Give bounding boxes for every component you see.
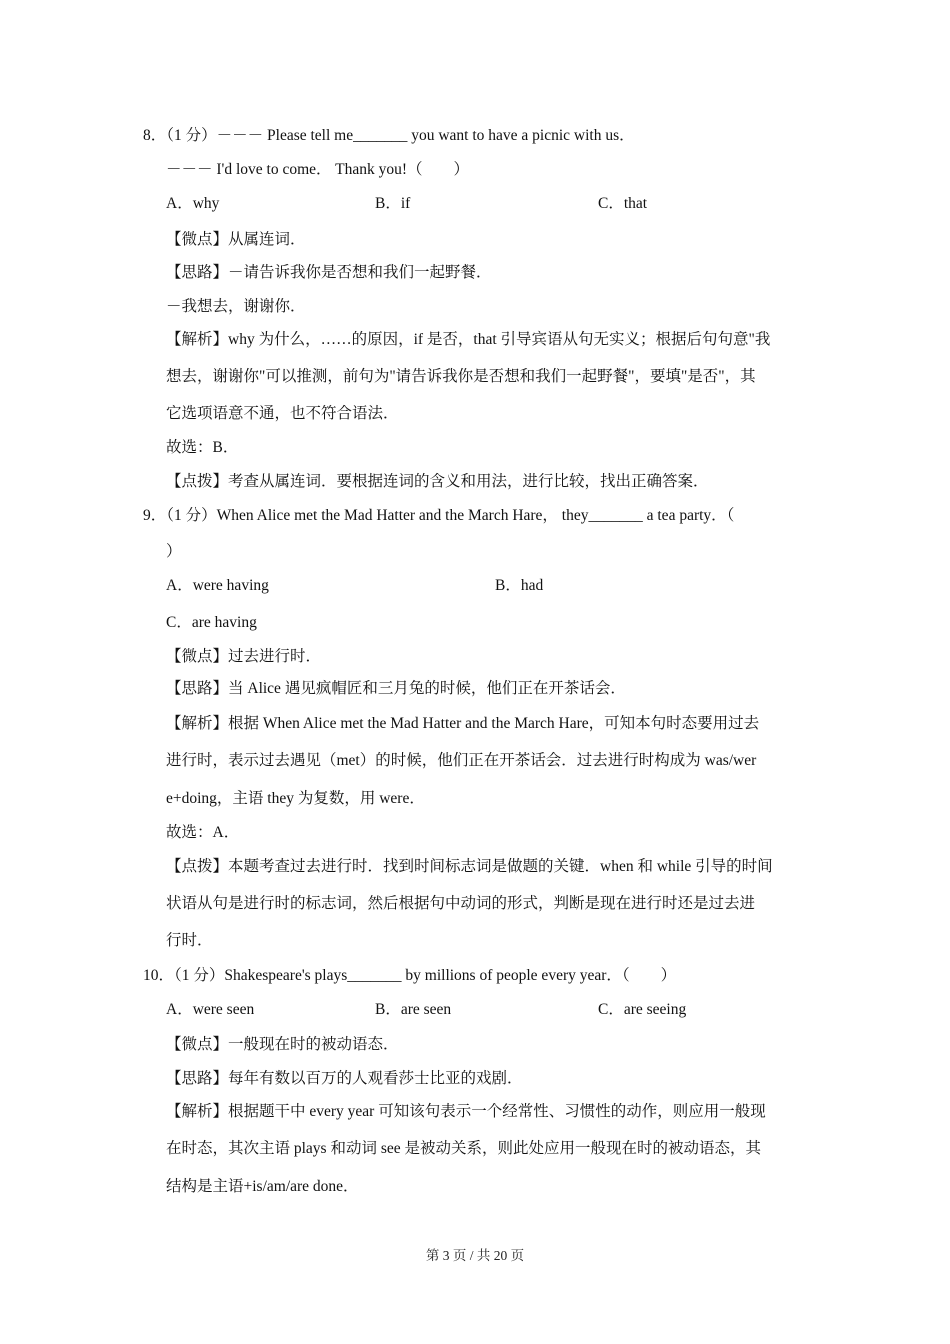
question-8-analysis-line1: 【解析】why 为什么，……的原因，if 是否，that 引导宾语从句无实义；根据后句句意"我 — [166, 331, 771, 348]
question-8-stem — [143, 125, 635, 147]
question-text: （1 分）Shakespeare's plays_______ by millions of people every year．（ ） — [174, 967, 677, 984]
question-8-tip: 【点拨】考查从属连词．要根据连词的含义和用法，进行比较，找出正确答案． — [166, 473, 709, 490]
question-number: 9． — [143, 507, 167, 524]
question-9-analysis-line2: 进行时，表示过去遇见（met）的时候，他们正在开茶话会．过去进行时构成为 was/wer — [166, 752, 757, 769]
question-8-answer: 故选：B． — [166, 439, 239, 456]
question-9-option-c: C．are having — [166, 614, 257, 631]
question-9-option-b: B．had — [495, 577, 544, 594]
question-text: （1 分）－－－ Please tell me_______ you want to have a picnic with us． — [166, 127, 635, 144]
question-9-option-a: A．were having — [166, 577, 269, 594]
question-9-tip-line2: 状语从句是进行时的标志词，然后根据句中动词的形式，判断是现在进行时还是过去进 — [166, 895, 756, 912]
page-number-footer: 第 3 页 / 共 20 页 — [425, 1248, 525, 1263]
question-9-analysis-line1: 【解析】根据 When Alice met the Mad Hatter and the March Hare，可知本句时态要用过去 — [166, 715, 760, 732]
question-number: 10． — [143, 967, 175, 984]
question-10-micro: 【微点】一般现在时的被动语态． — [166, 1036, 399, 1053]
question-8-micro: 【微点】从属连词． — [166, 231, 306, 248]
question-8-idea: 【思路】－请告诉我你是否想和我们一起野餐． — [166, 264, 492, 281]
question-9-stem — [143, 505, 734, 527]
question-8-option-c: C．that — [598, 195, 648, 212]
question-8-stem-line2: －－－ I'd love to come． Thank you!（ ） — [166, 161, 469, 178]
question-10-option-c: C．are seeing — [598, 1001, 687, 1018]
question-8-option-a: A．why — [166, 195, 220, 212]
question-9-stem-line2: ） — [166, 543, 182, 560]
question-9-tip-line3: 行时． — [166, 932, 213, 949]
question-number: 8． — [143, 127, 167, 144]
question-10-analysis-line2: 在时态，其次主语 plays 和动词 see 是被动关系，则此处应用一般现在时的被动语态，其 — [166, 1140, 762, 1157]
question-9-analysis-line3: e+doing，主语 they 为复数，用 were． — [166, 790, 425, 807]
question-8-analysis-line3: 它选项语意不通，也不符合语法． — [166, 405, 399, 422]
question-text: （1 分）When Alice met the Mad Hatter and the March Hare， they_______ a tea party．（ — [166, 507, 735, 524]
question-10-analysis-line1: 【解析】根据题干中 every year 可知该句表示一个经常性、习惯性的动作，则应用一般现 — [166, 1103, 766, 1120]
question-9-answer: 故选：A． — [166, 824, 240, 841]
question-9-micro: 【微点】过去进行时． — [166, 648, 322, 665]
question-10-option-a: A．were seen — [166, 1001, 255, 1018]
question-8-analysis-line2: 想去，谢谢你"可以推测，前句为"请告诉我你是否想和我们一起野餐"，要填"是否"，其 — [166, 368, 756, 385]
question-8-idea-line2: －我想去，谢谢你． — [166, 298, 306, 315]
question-10-analysis-line3: 结构是主语+is/am/are done． — [166, 1178, 359, 1195]
question-8-option-b: B．if — [375, 195, 411, 212]
question-9-tip-line1: 【点拨】本题考查过去进行时．找到时间标志词是做题的关键．when 和 while 引导的时间 — [166, 858, 773, 875]
question-10-idea: 【思路】每年有数以百万的人观看莎士比亚的戏剧． — [166, 1070, 523, 1087]
question-9-idea: 【思路】当 Alice 遇见疯帽匠和三月兔的时候，他们正在开茶话会． — [166, 680, 626, 697]
question-10-option-b: B．are seen — [375, 1001, 452, 1018]
question-10-stem — [143, 965, 676, 987]
